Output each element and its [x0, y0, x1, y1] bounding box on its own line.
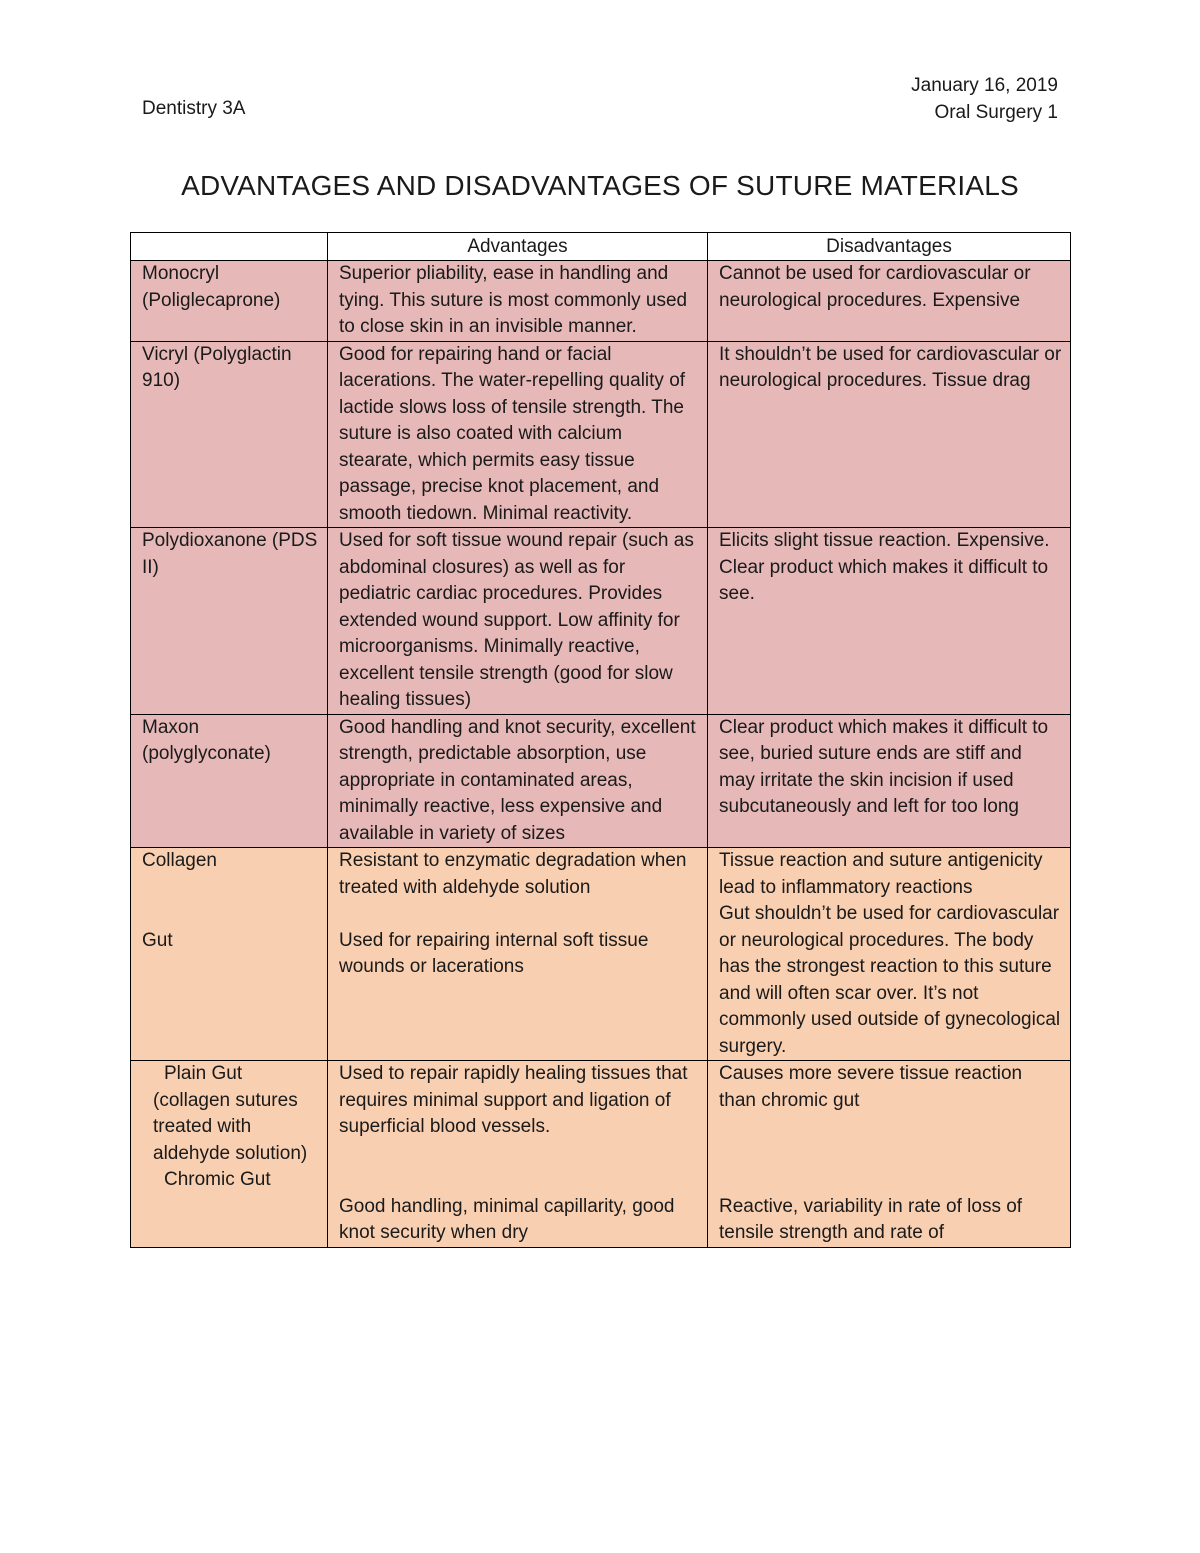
advantages-cell: [328, 1061, 708, 1248]
advantages-cell: Good for repairing hand or facial lacerations. The water-repelling quality of lactide slows loss of tensile strength. The suture is also coated with calcium stearate, which permits easy tissue passage, precise knot placement, and smooth tiedown. Minimal reactivity.: [328, 341, 708, 528]
disadvantages-cell: Clear product which makes it difficult to see, buried suture ends are stiff and may irritate the skin incision if used subcutaneously and left for too long: [708, 714, 1071, 848]
advantages-collagen: Resistant to enzymatic degradation when treated with aldehyde solution: [339, 850, 687, 898]
suture-name: Vicryl (Polyglactin 910): [131, 341, 328, 528]
table-row: [131, 528, 1071, 715]
disadvantages-cell: Cannot be used for cardiovascular or neurological procedures. Expensive: [708, 261, 1071, 342]
disadvantages-cell: [708, 848, 1071, 1061]
course-label: Dentistry 3A: [142, 98, 246, 119]
table-row: [131, 341, 1071, 528]
suture-table: [130, 232, 1071, 1248]
header-cell-disadvantages: Disadvantages: [708, 233, 1071, 261]
suture-name-gut: Gut: [142, 929, 173, 951]
subject-label: Oral Surgery 1: [934, 102, 1058, 123]
spacer: [339, 1141, 699, 1168]
suture-name-cell: [131, 848, 328, 1061]
spacer: [719, 1167, 1062, 1194]
advantages-plain-gut: Used to repair rapidly healing tissues that requires minimal support and ligation of superficial blood vessels.: [339, 1063, 688, 1137]
advantages-cell: Superior pliability, ease in handling and tying. This suture is most commonly used to close skin in an invisible manner.: [328, 261, 708, 342]
spacer: [142, 901, 319, 928]
suture-name-collagen: Collagen: [142, 850, 217, 871]
date-label: January 16, 2019: [911, 75, 1058, 96]
disadvantages-cell: Elicits slight tissue reaction. Expensive. Clear product which makes it difficult to see.: [708, 528, 1071, 715]
suture-name-cell: [131, 1061, 328, 1248]
table-row: [131, 714, 1071, 848]
advantages-cell: Used for soft tissue wound repair (such as abdominal closures) as well as for pediatric cardiac procedures. Provides extended wound support. Low affinity for microorganisms. Minimally reactive, excellent tensile strength (good for slow healing tissues): [328, 528, 708, 715]
disadvantages-plain-gut: Causes more severe tissue reaction than chromic gut: [719, 1063, 1023, 1111]
suture-name: Maxon (polyglyconate): [131, 714, 328, 848]
table-row: [131, 1061, 1071, 1248]
header-right: [911, 72, 1058, 126]
spacer: [719, 1114, 1062, 1141]
table-header-row: [131, 233, 1071, 261]
suture-name-plain-gut: [142, 1061, 319, 1167]
suture-name: Monocryl (Poliglecaprone): [131, 261, 328, 342]
table-row: [131, 848, 1071, 1061]
page-title: ADVANTAGES AND DISADVANTAGES OF SUTURE MATERIALS: [181, 170, 1019, 201]
spacer: [339, 1167, 699, 1194]
header-cell-advantages: Advantages: [328, 233, 708, 261]
header-cell-blank: [131, 233, 328, 261]
disadvantages-cell: [708, 1061, 1071, 1248]
disadvantages-collagen: Tissue reaction and suture antigenicity lead to inflammatory reactions: [719, 850, 1043, 898]
spacer: [142, 875, 319, 902]
plain-gut-label: Plain Gut (collagen sutures treated with aldehyde solution): [153, 1063, 308, 1164]
table-row: [131, 261, 1071, 342]
spacer: [719, 1141, 1062, 1168]
disadvantages-cell: It shouldn’t be used for cardiovascular or neurological procedures. Tissue drag: [708, 341, 1071, 528]
spacer: [339, 901, 699, 928]
suture-name-chromic-gut: Chromic Gut: [164, 1169, 271, 1190]
disadvantages-chromic-gut: Reactive, variability in rate of loss of tensile strength and rate of: [719, 1195, 1023, 1243]
advantages-gut: Used for repairing internal soft tissue wounds or lacerations: [339, 929, 649, 977]
suture-name: Polydioxanone (PDS II): [131, 528, 328, 715]
advantages-cell: Good handling and knot security, excellent strength, predictable absorption, use appropriate in contaminated areas, minimally reactive, less expensive and available in variety of sizes: [328, 714, 708, 848]
disadvantages-gut: Gut shouldn’t be used for cardiovascular or neurological procedures. The body has the strongest reaction to this suture and will often scar over. It’s not commonly used outside of gynecological surgery.: [719, 903, 1061, 1057]
advantages-chromic-gut: Good handling, minimal capillarity, good knot security when dry: [339, 1195, 675, 1243]
advantages-cell: [328, 848, 708, 1061]
